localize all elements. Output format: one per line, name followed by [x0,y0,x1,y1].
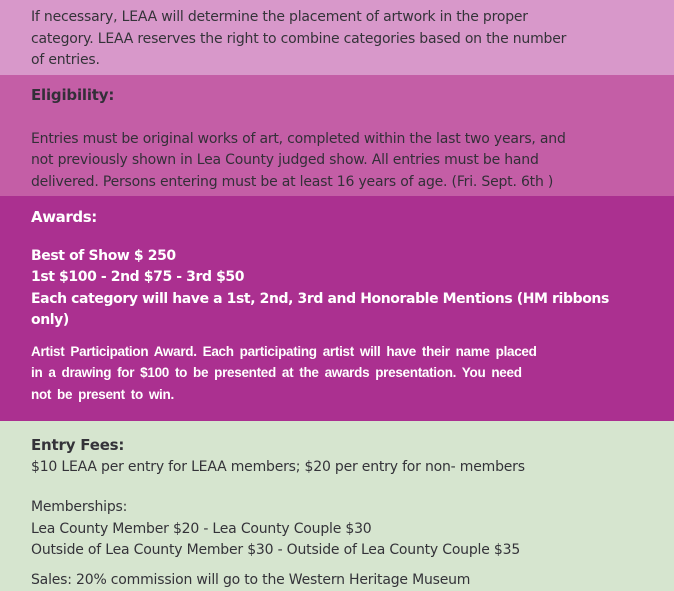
entry-fees-section [0,421,674,591]
membership-line: Outside of Lea County Member $30 - Outside of Lea County Couple $35 [31,542,521,558]
spacer [31,562,654,570]
memberships-heading: Memberships: [31,499,128,515]
eligibility-line: Entries must be original works of art, completed within the last two years, and [31,130,566,147]
participation-line: in a drawing for $100 to be presented at the awards presentation. You need [31,365,522,380]
awards-section [0,196,674,421]
awards-line-categories: Each category will have a 1st, 2nd, 3rd and Honorable Mentions (HM ribbons [31,290,609,307]
artist-participation-paragraph [31,341,654,406]
placement-note-section [0,0,674,75]
membership-line: Lea County Member $20 - Lea County Couple $30 [31,520,372,537]
placement-note-line: category. LEAA reserves the right to combine categories based on the number [31,30,567,47]
awards-line-categories-cont: only) [31,312,69,328]
eligibility-line: not previously shown in Lea County judged show. All entries must be hand [31,152,539,168]
entry-fees-line: $10 LEAA per entry for LEAA members; $20 per entry for non- members [31,458,525,475]
participation-line: not be present to win. [31,386,174,402]
spacer [31,332,654,341]
placement-note-line: If necessary, LEAA will determine the placement of artwork in the proper [31,9,528,25]
eligibility-line: delivered. Persons entering must be at least 16 years of age. (Fri. Sept. 6th ) [31,173,554,190]
awards-line-best-of-show: Best of Show $ 250 [31,247,176,264]
entry-fees-heading: Entry Fees: [31,436,125,454]
awards-line-prizes: 1st $100 - 2nd $75 - 3rd $50 [31,269,245,285]
awards-heading: Awards: [31,208,97,226]
spacer [31,107,654,129]
eligibility-section [0,75,674,196]
participation-line: Artist Participation Award. Each participating artist will have their name placed [31,343,537,359]
spacer [31,478,654,497]
eligibility-heading: Eligibility: [31,86,115,104]
sales-line: Sales: 20% commission will go to the Western Heritage Museum [31,571,471,588]
spacer [31,229,654,246]
placement-note-line: of entries. [31,52,100,68]
